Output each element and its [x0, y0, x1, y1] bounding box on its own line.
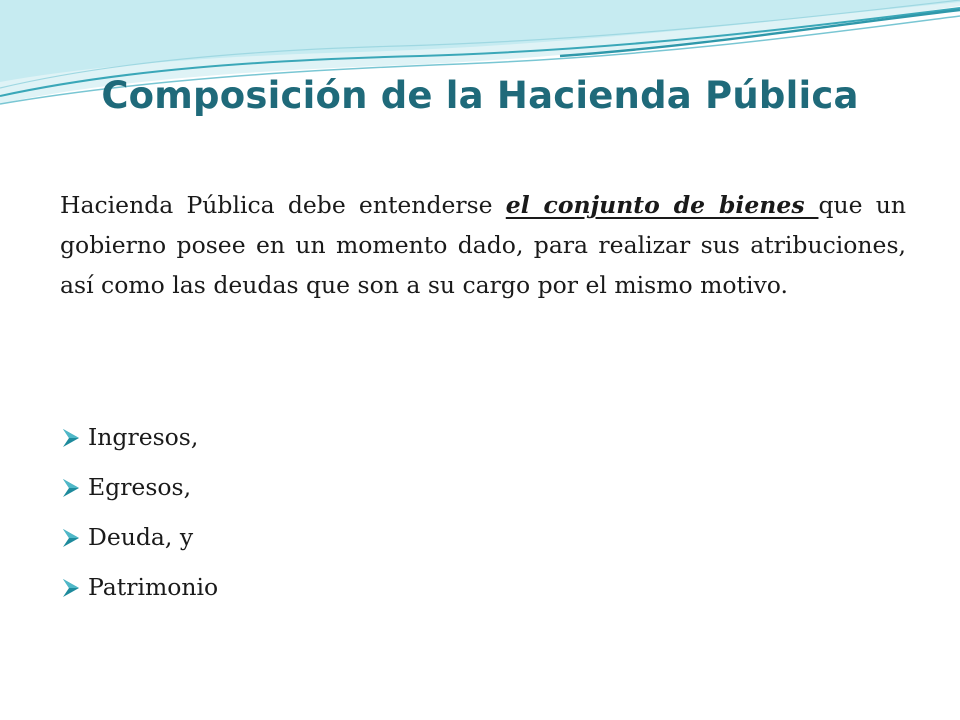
list-item-label: Egresos, — [88, 473, 192, 501]
wave-header-decoration — [0, 0, 960, 140]
paragraph-text-start: Hacienda Pública debe entenderse — [60, 191, 506, 219]
list-item — [60, 512, 218, 562]
list-item-label: Deuda, y — [88, 523, 194, 551]
list-item-label: Patrimonio — [88, 573, 219, 601]
components-list — [60, 412, 218, 612]
list-item-label: Ingresos, — [88, 423, 199, 451]
arrowhead-icon — [60, 427, 82, 449]
paragraph-emphasis: el conjunto de bienes — [505, 191, 819, 219]
list-item — [60, 462, 218, 512]
slide-title: Composición de la Hacienda Pública — [101, 74, 859, 117]
list-item — [60, 562, 218, 612]
definition-paragraph — [60, 185, 906, 305]
arrowhead-icon — [60, 577, 82, 599]
list-item — [60, 412, 218, 462]
paragraph-text-end: que un gobierno posee en un momento dado, para realizar sus atribuciones, así como las deudas que son a su cargo por el mismo motivo. — [60, 191, 907, 299]
arrowhead-icon — [60, 477, 82, 499]
arrowhead-icon — [60, 527, 82, 549]
